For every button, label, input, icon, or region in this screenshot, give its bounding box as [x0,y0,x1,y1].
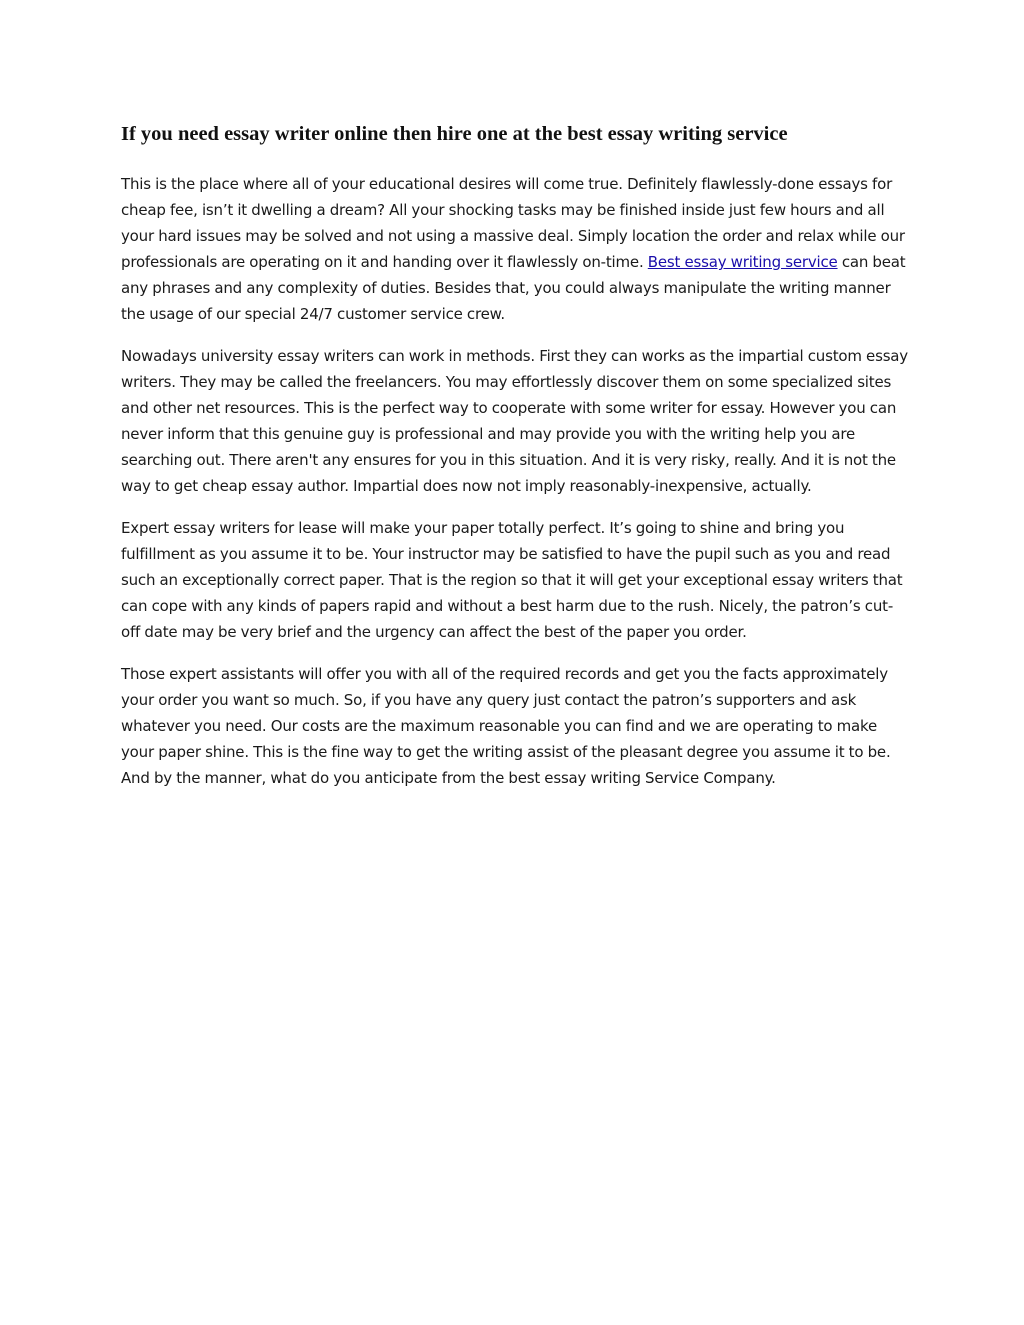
best-essay-writing-service-link[interactable]: Best essay writing service [647,253,838,271]
paragraph-1-text-after: can beat any phrases and any complexity of duties. Besides that, you could always manipulate the writing manner the usage of our special 24/7 customer service crew. [121,253,906,323]
paragraph-3: Expert essay writers for lease will make your paper totally perfect. It’s going to shine and bring you fulfillment as you assume it to be. Your instructor may be satisfied to have the pupil such as you and read such an exceptionally correct paper. That is the region so that it will get your exceptional essay writers that can cope with any kinds of papers rapid and without a best harm due to the rush. Nicely, the patron’s cut-off date may be very brief and the urgency can affect the best of the paper you order. [121,519,903,641]
paragraph-1 [121,171,911,327]
document-title: If you need essay writer online then hire one at the best essay writing service [121,123,788,145]
document-content [121,118,911,807]
paragraph-2: Nowadays university essay writers can work in methods. First they can works as the impartial custom essay writers. They may be called the freelancers. You may effortlessly discover them on some specialized sites and other net resources. This is the perfect way to cooperate with some writer for essay. However you can never inform that this genuine guy is professional and may provide you with the writing help you are searching out. There aren't any ensures for you in this situation. And it is very risky, really. And it is not the way to get cheap essay author. Impartial does now not imply reasonably-inexpensive, actually. [121,347,908,495]
paragraph-4: Those expert assistants will offer you with all of the required records and get you the facts approximately your order you want so much. So, if you have any query just contact the patron’s supporters and ask whatever you need. Our costs are the maximum reasonable you can find and we are operating to make your paper shine. This is the fine way to get the writing assist of the pleasant degree you assume it to be. And by the manner, what do you anticipate from the best essay writing Service Company. [121,665,891,787]
paragraph-1-text-before: This is the place where all of your educational desires will come true. Definitely flawlessly-done essays for cheap fee, isn’t it dwelling a dream? All your shocking tasks may be finished inside just few hours and all your hard issues may be solved and not using a massive deal. Simply location the order and relax while our professionals are operating on it and handing over it flawlessly on-time. [121,175,905,271]
